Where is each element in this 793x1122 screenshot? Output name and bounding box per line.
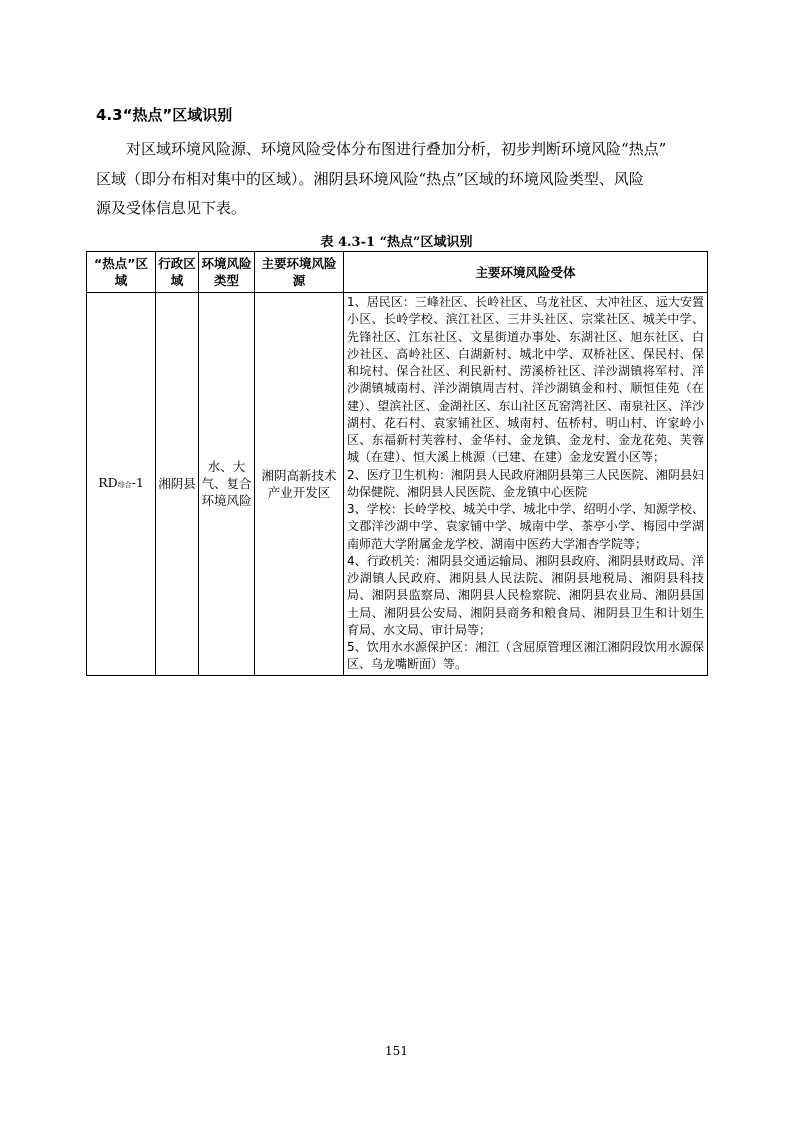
receptor-item-residential: 1、居民区：三峰社区、长岭社区、乌龙社区、大冲社区、远大安置小区、长岭学校、滨江社区、三井头社区、宗棠社区、城关中学、先锋社区、江东社区、文星街道办事处、东湖社区、旭东社区、白沙社区、高岭社区、白湖新村、城北中学、双桥社区、保民村、保和垸村、保合社区、利民新村、涝溪桥社区、洋沙湖镇将军村、洋沙湖镇城南村、洋沙湖镇周吉村、洋沙湖镇金和村、顺恒佳苑（在建）、望滨社区、金湖社区、东山社区瓦窑湾社区、南泉社区、洋沙湖村、花石村、袁家铺社区、城南村、伍桥村、明山村、许家岭小区、东福新村芙蓉村、金华村、金龙镇、金龙村、金龙花苑、芙蓉城（在建）、恒大溪上桃源（已建、在建）金龙安置小区等； (347, 295, 704, 465)
table-caption: 表 4.3-1 “热点”区域识别 (320, 235, 473, 250)
paragraph-line: 源及受体信息见下表。 (96, 199, 247, 217)
hotspot-code-subscript: 综合 (117, 480, 132, 489)
header-risk-source: 主要环境风险源 (255, 252, 344, 293)
hotspot-table (86, 251, 708, 676)
cell-risk-receptors (344, 293, 708, 676)
header-hotspot-area: “热点”区域 (87, 252, 156, 293)
hotspot-code-suffix: -1 (131, 474, 144, 490)
table-header-row (87, 252, 708, 293)
header-admin-area: 行政区域 (156, 252, 199, 293)
paragraph-line: 区域（即分布相对集中的区域）。湘阴县环境风险“热点”区域的环境风险类型、风险 (96, 169, 644, 188)
receptor-item-schools: 3、学校：长岭学校、城关中学、城北中学、绍明小学、知源学校、文郡洋沙湖中学、袁家铺中学、城南中学、茶亭小学、梅园中学湖南师范大学附属金龙学校、湖南中医药大学湘杏学院等； (347, 502, 704, 551)
receptor-item-medical: 2、医疗卫生机构：湘阴县人民政府湘阴县第三人民医院、湘阴县妇幼保健院、湘阴县人民医院、金龙镇中心医院 (347, 467, 704, 499)
page-number: 151 (385, 1044, 408, 1058)
cell-risk-type: 水、大气、复合环境风险 (199, 293, 255, 676)
cell-hotspot-id (87, 293, 156, 676)
receptor-item-government: 4、行政机关：湘阴县交通运输局、湘阴县政府、湘阴县财政局、洋沙湖镇人民政府、湘阴县人民法院、湘阴县地税局、湘阴县科技局、湘阴县监察局、湘阴县人民检察院、湘阴县农业局、湘阴县国土局、湘阴县公安局、湘阴县商务和粮食局、湘阴县卫生和计划生育局、水文局、审计局等； (347, 553, 704, 637)
header-risk-receptor: 主要环境风险受体 (344, 252, 708, 293)
cell-admin-area: 湘阴县 (156, 293, 199, 676)
paragraph-line: 对区域环境风险源、环境风险受体分布图进行叠加分析，初步判断环境风险“热点” (126, 140, 667, 158)
receptor-item-water-source: 5、饮用水水源保护区：湘江（含屈原管理区湘江湘阴段饮用水源保区、乌龙嘴断面）等。 (347, 640, 704, 672)
table-row (87, 293, 708, 676)
cell-risk-source: 湘阴高新技术产业开发区 (255, 293, 344, 676)
section-title: 4.3“热点”区域识别 (96, 106, 233, 124)
hotspot-code: RD (98, 474, 118, 490)
header-risk-type: 环境风险类型 (199, 252, 255, 293)
intro-paragraph (96, 135, 706, 224)
